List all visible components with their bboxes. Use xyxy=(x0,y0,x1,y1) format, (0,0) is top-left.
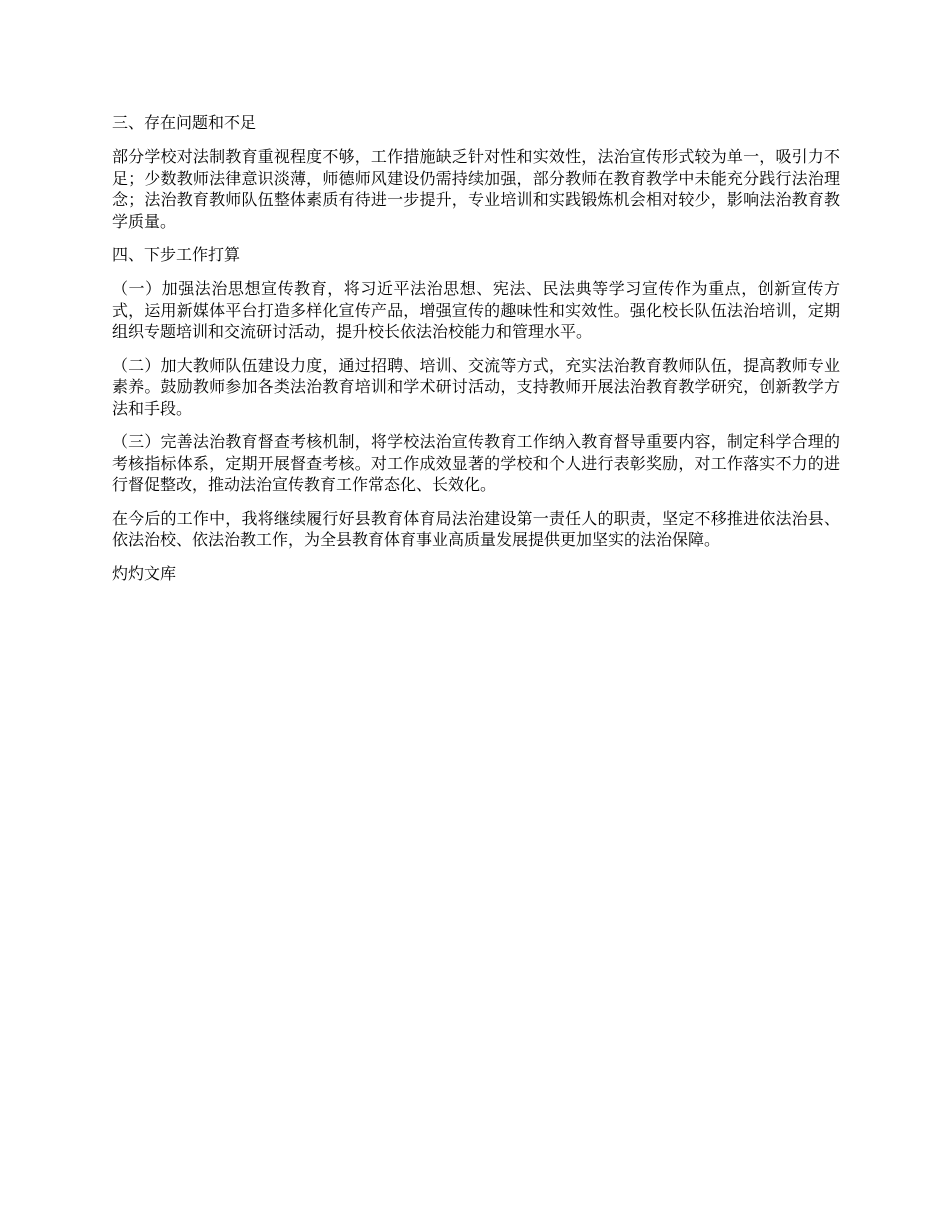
paragraph-next-step-2: （二）加大教师队伍建设力度，通过招聘、培训、交流等方式，充实法治教育教师队伍，提高教师专业素养。鼓励教师参加各类法治教育培训和学术研讨活动，支持教师开展法治教育教学研究，创新教学方法和手段。 xyxy=(112,355,840,418)
paragraph-next-step-1: （一）加强法治思想宣传教育，将习近平法治思想、宪法、民法典等学习宣传作为重点，创新宣传方式，运用新媒体平台打造多样化宣传产品，增强宣传的趣味性和实效性。强化校长队伍法治培训，定期组织专题培训和交流研讨活动，提升校长依法治校能力和管理水平。 xyxy=(112,279,840,341)
paragraph-next-step-3: （三）完善法治教育督查考核机制，将学校法治宣传教育工作纳入教育督导重要内容，制定科学合理的考核指标体系，定期开展督查考核。对工作成效显著的学校和个人进行表彰奖励，对工作落实不力的进行督促整改，推动法治宣传教育工作常态化、长效化。 xyxy=(112,432,840,494)
document-page xyxy=(112,112,840,585)
footer-source: 灼灼文库 xyxy=(112,563,177,583)
paragraph-closing: 在今后的工作中，我将继续履行好县教育体育局法治建设第一责任人的职责，坚定不移推进依法治县、依法治校、依法治教工作，为全县教育体育事业高质量发展提供更加坚实的法治保障。 xyxy=(112,508,840,549)
paragraph-problems: 部分学校对法制教育重视程度不够，工作措施缺乏针对性和实效性，法治宣传形式较为单一，吸引力不足；少数教师法律意识淡薄，师德师风建设仍需持续加强，部分教师在教育教学中未能充分践行法治理念；法治教育教师队伍整体素质有待进一步提升，专业培训和实践锻炼机会相对较少，影响法治教育教学质量。 xyxy=(112,147,840,231)
section-heading-problems: 三、存在问题和不足 xyxy=(112,113,257,132)
section-heading-next-steps: 四、下步工作打算 xyxy=(112,245,241,264)
